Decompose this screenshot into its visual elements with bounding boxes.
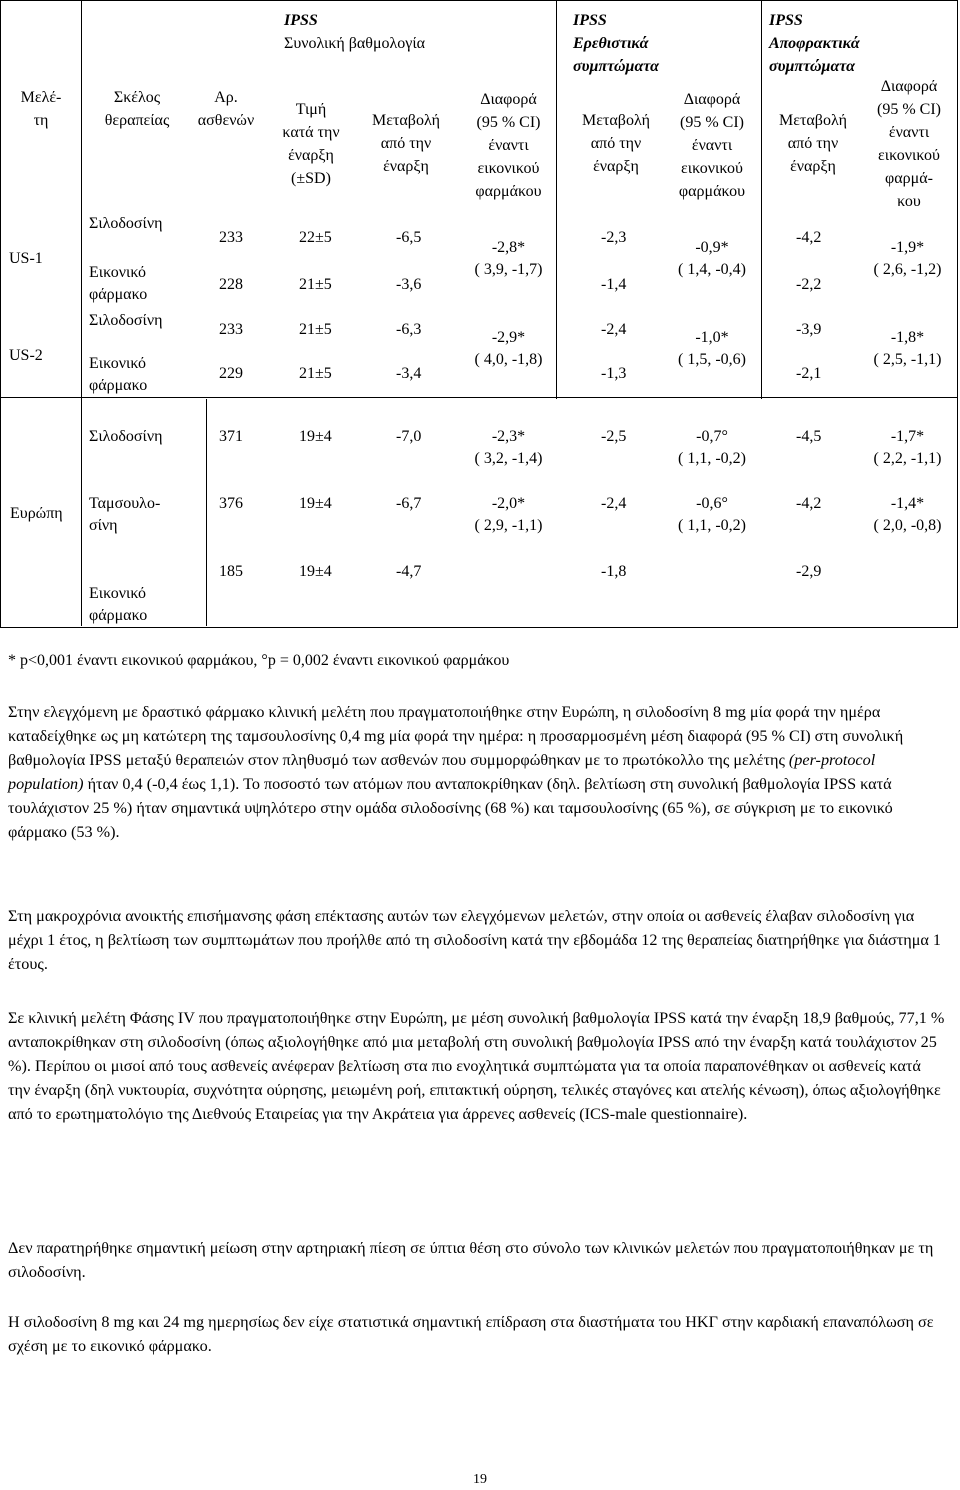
- col-divider: [556, 1, 557, 399]
- patient-count: 185: [219, 563, 243, 580]
- diff-value: -2,8* ( 3,9, -1,7): [474, 239, 543, 278]
- patient-count: 229: [219, 365, 243, 382]
- header-ipss-irritative: IPSS Ερεθιστικά συμπτώματα: [573, 12, 660, 75]
- obstructive-change: -2,2: [796, 276, 822, 293]
- study-us1: US-1: [9, 250, 43, 267]
- baseline-value: 21±5: [299, 321, 332, 338]
- change-value: -4,7: [396, 563, 422, 580]
- obstructive-diff: -1,8* ( 2,5, -1,1): [873, 329, 942, 368]
- header-change-obstructive: Μεταβολή από την έναρξη: [779, 112, 847, 175]
- arm-label: Σιλοδοσίνη: [89, 428, 163, 445]
- obstructive-change: -3,9: [796, 321, 822, 338]
- row-divider: [1, 397, 957, 398]
- baseline-value: 21±5: [299, 276, 332, 293]
- irritative-change: -2,5: [601, 428, 627, 445]
- page-number: 19: [473, 1472, 487, 1487]
- col-divider: [81, 1, 82, 626]
- obstructive-change: -2,1: [796, 365, 822, 382]
- irritative-change: -1,8: [601, 563, 627, 580]
- header-change-irritative: Μεταβολή από την έναρξη: [582, 112, 650, 175]
- diff-value: -2,9* ( 4,0, -1,8): [474, 329, 543, 368]
- results-table: [0, 0, 958, 628]
- header-arm: Σκέλος θεραπείας: [104, 89, 170, 129]
- arm-label: Σιλοδοσίνη: [89, 215, 163, 232]
- obstructive-change: -2,9: [796, 563, 822, 580]
- baseline-value: 21±5: [299, 365, 332, 382]
- header-diff-obstructive: Διαφορά (95 % CI) έναντι εικονικού φαρμά- κου: [877, 78, 941, 210]
- irritative-change: -2,4: [601, 321, 627, 338]
- paragraph-text: Στην ελεγχόμενη με δραστικό φάρμακο κλινική μελέτη που πραγματοποιήθηκε στην Ευρώπη, η σιλοδοσίνη 8 mg μία φορά την ημέρα καταδείχθηκε ως μη κατώτερη της ταμσουλοσίνης 0,4 mg μία φορά την ημέρα: η προσαρμοσμένη μέση διαφορά (95 % CI) στη συνολική βαθμολογία IPSS μεταξύ θεραπειών στον πληθυσμό των ασθενών που συμμορφώθηκαν με το πρωτόκολλο της μελέτης: [8, 703, 904, 769]
- arm-label: Σιλοδοσίνη: [89, 312, 163, 329]
- obstructive-change: -4,2: [796, 229, 822, 246]
- change-value: -6,7: [396, 495, 422, 512]
- patient-count: 371: [219, 428, 243, 445]
- study-us2: US-2: [9, 347, 43, 364]
- change-value: -6,3: [396, 321, 422, 338]
- patient-count: 376: [219, 495, 243, 512]
- obstructive-diff: -1,7* ( 2,2, -1,1): [873, 428, 942, 467]
- paragraph-europe-study: [8, 700, 946, 844]
- change-value: -3,6: [396, 276, 422, 293]
- col-divider: [761, 1, 762, 399]
- header-ipss-total: IPSS Συνολική βαθμολογία: [284, 12, 426, 52]
- header-diff-total: Διαφορά (95 % CI) έναντι εικονικού φαρμάκου: [475, 91, 542, 200]
- baseline-value: 19±4: [299, 428, 332, 445]
- patient-count: 233: [219, 229, 243, 246]
- patient-count: 233: [219, 321, 243, 338]
- paragraph-blood-pressure: Δεν παρατηρήθηκε σημαντική μείωση στην αρτηριακή πίεση σε ύπτια θέση στο σύνολο των κλινικών μελετών που πραγματοποιήθηκαν με τη σιλοδοσίνη.: [8, 1239, 934, 1281]
- col-divider: [206, 399, 207, 626]
- arm-label: Εικονικό φάρμακο: [89, 355, 148, 394]
- header-diff-irritative: Διαφορά (95 % CI) έναντι εικονικού φαρμάκου: [678, 91, 746, 200]
- header-ipss-obstructive: IPSS Αποφρακτικά συμπτώματα: [769, 12, 860, 75]
- paragraph-phase-iv: Σε κλινική μελέτη Φάσης IV που πραγματοποιήθηκε στην Ευρώπη, με μέση συνολική βαθμολογία IPSS κατά την έναρξη 18,9 βαθμούς, 77,1 % ανταποκρίθηκαν στη σιλοδοσίνη (όπως αξιολογήθηκε από μια μεταβολή στη συνολική βαθμολογία IPSS από την έναρξη κατά τουλάχιστον 25 %). Περίπου οι μισοί από τους ασθενείς ανέφεραν βελτίωση στα πιο ενοχλητικά συμπτώματα για τα οποία παραπονέθηκαν οι ασθενείς κατά την έναρξη (δηλ νυκτουρία, συχνότητα ούρησης, μειωμένη ροή, επιτακτική ούρηση, τελικές σταγόνες και ατελής κένωση), όπως αξιολογήθηκε από το ερωτηματολόγιο της Διεθνούς Εταιρείας για την Ακράτεια για άρρενες ασθενείς (ICS-male questionnaire).: [8, 1009, 945, 1123]
- irritative-diff: -1,0* ( 1,5, -0,6): [678, 329, 746, 368]
- study-europe: Ευρώπη: [10, 505, 63, 522]
- arm-label: Ταμσουλο- σίνη: [89, 495, 161, 534]
- baseline-value: 19±4: [299, 563, 332, 580]
- paragraph-text: ήταν 0,4 (-0,4 έως 1,1). Το ποσοστό των ατόμων που ανταποκρίθηκαν (δηλ. βελτίωση στη συνολική βαθμολογία IPSS κατά τουλάχιστον 25 %) ήταν σημαντικά υψηλότερο στην ομάδα σιλοδοσίνης (68 %) και ταμσουλοσίνης (65 %), σε σύγκριση με το εικονικό φάρμακο (53 %).: [8, 775, 893, 841]
- irritative-diff: -0,9* ( 1,4, -0,4): [678, 239, 746, 278]
- paragraph-italic: (per-protocol population): [8, 751, 876, 793]
- change-value: -3,4: [396, 365, 422, 382]
- obstructive-diff: -1,9* ( 2,6, -1,2): [873, 239, 942, 278]
- paragraph-extension: Στη μακροχρόνια ανοικτής επισήμανσης φάση επέκτασης αυτών των ελεγχόμενων μελετών, στην οποία οι ασθενείς έλαβαν σιλοδοσίνη για μέχρι 1 έτος, η βελτίωση των συμπτωμάτων που προήλθε από τη σιλοδοσίνη κατά την εβδομάδα 12 της θεραπείας διατηρήθηκε για διάστημα 1 έτους.: [8, 907, 942, 973]
- irritative-change: -2,4: [601, 495, 627, 512]
- change-value: -7,0: [396, 428, 422, 445]
- obstructive-diff: -1,4* ( 2,0, -0,8): [873, 495, 942, 534]
- irritative-diff: -0,7° ( 1,1, -0,2): [678, 428, 746, 467]
- diff-value: -2,0* ( 2,9, -1,1): [474, 495, 543, 534]
- change-value: -6,5: [396, 229, 422, 246]
- arm-label: Εικονικό φάρμακο: [89, 264, 148, 303]
- header-patients: Αρ. ασθενών: [197, 89, 255, 129]
- obstructive-change: -4,2: [796, 495, 822, 512]
- header-baseline: Τιμή κατά την έναρξη (±SD): [282, 101, 340, 187]
- baseline-value: 19±4: [299, 495, 332, 512]
- patient-count: 228: [219, 276, 243, 293]
- paragraph-ecg: Η σιλοδοσίνη 8 mg και 24 mg ημερησίως δεν είχε στατιστικά σημαντική επίδραση στα διαστήματα του ΗΚΓ στην καρδιακή επαναπόλωση σε σχέση με το εικονικό φάρμακο.: [8, 1313, 934, 1355]
- irritative-change: -2,3: [601, 229, 627, 246]
- arm-label: Εικονικό φάρμακο: [89, 585, 148, 624]
- header-change: Μεταβολή από την έναρξη: [372, 112, 440, 175]
- header-study: Μελέ- τη: [20, 89, 62, 129]
- baseline-value: 22±5: [299, 229, 332, 246]
- table-footnote: * p<0,001 έναντι εικονικού φαρμάκου, °p = 0,002 έναντι εικονικού φαρμάκου: [8, 652, 510, 669]
- diff-value: -2,3* ( 3,2, -1,4): [474, 428, 543, 467]
- irritative-change: -1,4: [601, 276, 627, 293]
- irritative-diff: -0,6° ( 1,1, -0,2): [678, 495, 746, 534]
- obstructive-change: -4,5: [796, 428, 822, 445]
- irritative-change: -1,3: [601, 365, 627, 382]
